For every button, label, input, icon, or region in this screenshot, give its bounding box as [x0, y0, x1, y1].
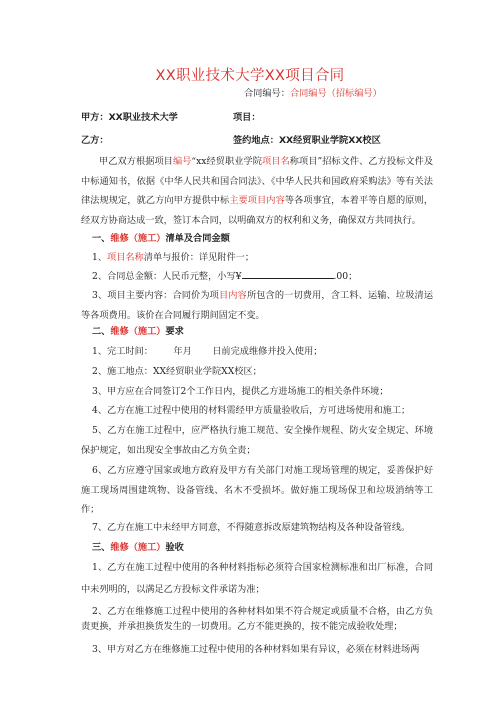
- section-2-item-3: 3、甲方应在合同签订2个工作日内，提供乙方进场施工的相关条件环境；: [92, 386, 389, 397]
- section-3-heading-num: 三、: [92, 542, 111, 553]
- intro-red-2: 项目名: [261, 156, 290, 167]
- section-3-heading-red: 维修（施工）: [110, 542, 166, 553]
- s1-i2-end: .00；: [333, 271, 358, 282]
- section-2-item-7: 7、乙方在施工中未经甲方同意，不得随意拆改原建筑物结构及各种设备管线。: [92, 522, 411, 533]
- signing-site-value: XX经贸职业学院XX校区: [278, 135, 381, 146]
- section-2-heading-num: 二、: [92, 326, 111, 337]
- s1-i1-num: 1、: [92, 252, 108, 263]
- contract-number-value: 合同编号（招标编号）: [289, 88, 382, 99]
- section-3-item-3: 3、甲方对乙方在维修施工过程中使用的各种材料如果有异议，必须在材料进场两: [92, 644, 420, 655]
- party-b-label: 乙方：: [81, 135, 109, 146]
- intro-text-4: 等各项事宜，本着平等自愿的原则，经双方协商达成一致，签订本合同，以明确双方的权利和义务，确保双方共同执行。: [81, 195, 434, 226]
- section-1-item-1: [92, 248, 433, 268]
- section-1-heading: [92, 229, 444, 249]
- title-suffix: XX项目合同: [264, 68, 345, 84]
- intro-red-1: 编号: [172, 156, 192, 167]
- section-2-heading-text: 要求: [165, 326, 184, 337]
- s1-i3-red: 目内容: [219, 290, 247, 301]
- party-a-value: XX职业技术大学: [108, 112, 178, 123]
- s1-i1-text: 清单与报价：详见附件一；: [143, 252, 255, 263]
- section-2-item-5: 5、乙方在施工过程中，应严格执行施工规范、安全操作规程、防火安全规定、环境保护规定，如出现安全事故由乙方负全责；: [81, 425, 433, 456]
- contract-number-label: 合同编号：: [244, 88, 290, 99]
- party-a: [81, 112, 178, 124]
- section-2-heading-red: 维修（施工）: [110, 326, 166, 337]
- section-2-item-4: 4、乙方在施工过程中使用的材料需经甲方质量验收后，方可进场使用和施工；: [92, 405, 411, 416]
- signing-site: [233, 135, 381, 147]
- section-1-item-2: [92, 267, 433, 287]
- intro-red-3: 主要项目内容: [229, 195, 285, 206]
- contract-number: [244, 88, 382, 100]
- section-2-item-1: 1、完工时间： 年月 日前完成维修并投入使用；: [92, 346, 323, 357]
- section-3-item-1: 1、乙方在施工过程中使用的各种材料指标必须符合国家检测标准和出厂标准，合同中未列明的，以满足乙方投标文件承诺为准；: [81, 562, 433, 595]
- amount-underline: [242, 269, 334, 279]
- intro-text-2: “xx经贸职业学院: [191, 156, 262, 167]
- title-prefix: XX职业技术大学: [155, 68, 265, 84]
- s1-i1-red: 项目名称: [107, 252, 144, 263]
- intro-paragraph: [81, 152, 433, 230]
- section-1-heading-red: 维修（施工）: [110, 233, 166, 244]
- section-1-heading-num: 一、: [92, 233, 111, 244]
- section-1-item-3: [81, 286, 433, 325]
- section-3-heading-text: 验收: [165, 542, 184, 553]
- intro-text-1: 甲乙双方根据项目: [99, 156, 173, 167]
- section-2-item-6: 6、乙方应遵守国家或地方政府及甲方有关部门对施工现场管理的规定，妥善保护好施工现场周围建筑物、设备管线、名木不受损坏。做好施工现场保卫和垃圾消纳等工作；: [81, 465, 433, 515]
- project-label: 项目：: [233, 112, 261, 123]
- s1-i3-text-b: 所包含的一切费用，含工料、运输、垃圾清运等各项费用。该价在合同履行期间固定不变。: [81, 290, 434, 321]
- section-2-heading: [92, 322, 444, 342]
- party-a-label: 甲方：: [81, 112, 109, 123]
- section-1-heading-text: 清单及合同金额: [165, 233, 230, 244]
- section-2-item-2: 2、施工地点：XX经贸职业学院XX校区；: [92, 366, 262, 377]
- s1-i3-text-a: 3、项目主要内容：合同价为项: [92, 290, 219, 301]
- intro-text-3: 称项目”招标文件、乙方投标文件及中标通知书，依据《中华人民共和国合同法》、《中华人民共和国政府采购法》等有关法律法规规定，就乙方向甲方提供中标: [81, 156, 434, 206]
- section-3-heading: [92, 538, 444, 558]
- s1-i2-text: 2、合同总金额：人民币元整，小写¥: [92, 271, 242, 282]
- section-3-item-2: 2、乙方在维修施工过程中使用的各种材料如果不符合规定或质量不合格，由乙方负责更换，并承担换货发生的一切费用。乙方不能更换的，按不能完成验收处理；: [81, 606, 433, 632]
- signing-site-label: 签约地点：: [233, 135, 279, 146]
- document-title: [0, 64, 500, 85]
